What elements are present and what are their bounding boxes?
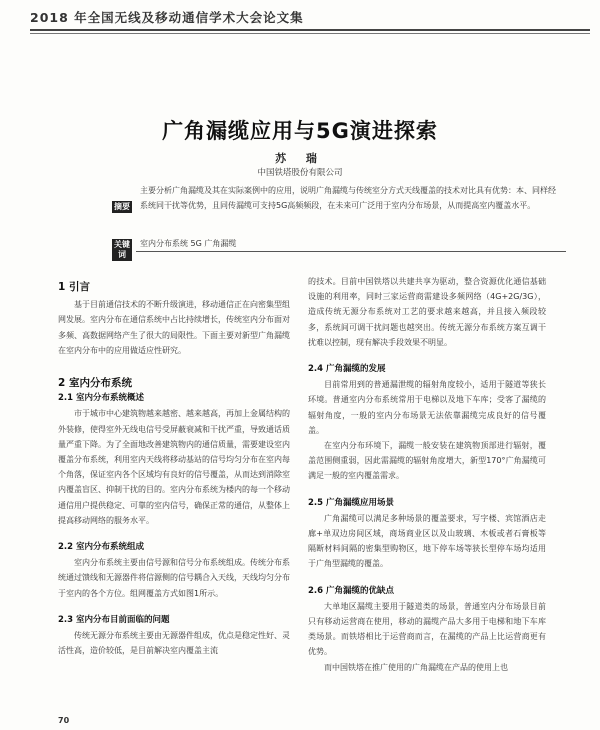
section-2-5-heading: 2.5 广角漏缆应用场景 xyxy=(308,497,395,508)
section-2-2-heading: 2.2 室内分布系统组成 xyxy=(58,542,145,553)
section-2-6-paragraph-1: 大单地区漏缆主要用于隧道类的场景，普通室内分布场景目前只有移动运营商在使用，移动的漏缆产品大多用于电梯和地下车库类场景。而铁塔相比于运营商而言，在漏缆的产品上比运营商更有优势。 xyxy=(308,601,546,657)
right-continuation-paragraph: 的技术。目前中国铁塔以共建共享为驱动，整合资源优化通信基础设施的利用率，同时三家运营商需建设多频网络（4G+2G/3G），造成传统无源分布系统对工艺的要求越来越高，并且接入频段较多，系统间可调干扰问题也越突出。传统无源分布系统方案互调干扰难以控制，现有解决手段效果不明显。 xyxy=(308,277,546,347)
keywords-tag: 关键词 xyxy=(114,240,130,259)
section-2-1-paragraph: 市于城市中心建筑物越来越密、越来越高，再加上金属结构的外装修，使得室外无线电信号受屏蔽衰减和干扰严重，导致通话质量严重下降。为了全面地改善建筑物内的通信质量，需要建设室内覆盖分布系统，利用室内天线将移动基站的信号均匀分布在室内每个角落，保证室内各个区域均有良好的信号覆盖，从而达到消除室内覆盖盲区、抑制干扰的目的。室内分布系统为楼内的每一个移动通信用户提供稳定、可靠的室内信号，确保正常的通信，从整体上提高移动网络的服务水平。 xyxy=(58,409,290,525)
section-2-2-paragraph: 室内分布系统主要由信号源和信号分布系统组成。传统分布系统通过馈线和无源器件将信源侧的信号耦合入天线，天线均匀分布于室内的各个方位。组网覆盖方式如图1所示。 xyxy=(58,558,290,598)
header-rule-thin xyxy=(30,33,590,34)
abstract-text: 主要分析广角漏缆及其在实际案例中的应用，说明广角漏缆与传统室分方式天线覆盖的技术对比具有优势：本、同样经系统同干扰等优势，且同传漏缆可支持5G高频频段，在未来可广泛用于室内分布场景，从而提高室内覆盖水平。 xyxy=(140,186,556,210)
page-number: 70 xyxy=(58,716,70,725)
section-2-6-heading: 2.6 广角漏缆的优缺点 xyxy=(308,585,395,596)
section-1-heading: 1 引言 xyxy=(58,281,90,293)
section-2-6-paragraph-2: 而中国铁塔在推广使用的广角漏缆在产品的使用上也 xyxy=(324,662,508,672)
section-2-3-paragraph: 传统无源分布系统主要由无源器件组成，优点是稳定性好、灵活性高，造价较低，是目前解决室内覆盖主流 xyxy=(58,631,290,656)
section-2-3-heading: 2.3 室内分布目前面临的问题 xyxy=(58,614,170,625)
running-header: 2018 年全国无线及移动通信学术大会论文集 xyxy=(30,10,304,25)
section-2-heading: 2 室内分布系统 xyxy=(58,377,132,390)
paper-title: 广角漏缆应用与5G演进探索 xyxy=(162,119,438,143)
header-rule xyxy=(30,29,590,31)
section-2-5-paragraph: 广角漏缆可以满足多种场景的覆盖要求，写字楼、宾馆酒店走廊+单双边房间区域，商场商业区以及山玻璃、木板或者石膏板等隔断材料间隔的密集型购物区，地下停车场等狭长型停车场均适用于广角型漏缆的覆盖。 xyxy=(308,513,546,569)
keywords-divider xyxy=(136,251,566,252)
section-2-4-paragraph-1: 目前常用到的普通漏泄缆的辐射角度较小，适用于隧道等狭长环境。普通室内分布系统常用于电梯以及地下车库；受客了漏缆的辐射角度，一般的室内分布场景无法依靠漏缆完成良好的信号覆盖。 xyxy=(308,380,546,435)
left-column xyxy=(58,280,290,658)
keywords-text: 室内分布系统 5G 广角漏缆 xyxy=(140,239,237,248)
author-name: 苏 瑞 xyxy=(275,152,325,165)
section-1-paragraph: 基于目前通信技术的不断升级演进，移动通信正在向密集型组网发展。室内分布在通信系统中占比持续增长，传统室内分布面对多频、高数据网络产生了很大的局限性。下面主要对新型广角漏缆在室内分布中的应用做适应性研究。 xyxy=(58,300,290,355)
right-column xyxy=(308,274,546,675)
section-2-4-paragraph-2: 在室内分布环境下，漏缆一般安装在建筑物顶部进行辐射，覆盖范围侧重弱，因此需漏缆的辐射角度增大，新型170°广角漏缆可满足一般的室内覆盖需求。 xyxy=(308,441,546,481)
section-2-1-heading: 2.1 室内分布系统概述 xyxy=(58,393,145,404)
author-affiliation: 中国铁塔股份有限公司 xyxy=(257,168,343,178)
abstract-tag: 摘要 xyxy=(114,202,130,211)
section-2-4-heading: 2.4 广角漏缆的发展 xyxy=(308,364,386,375)
